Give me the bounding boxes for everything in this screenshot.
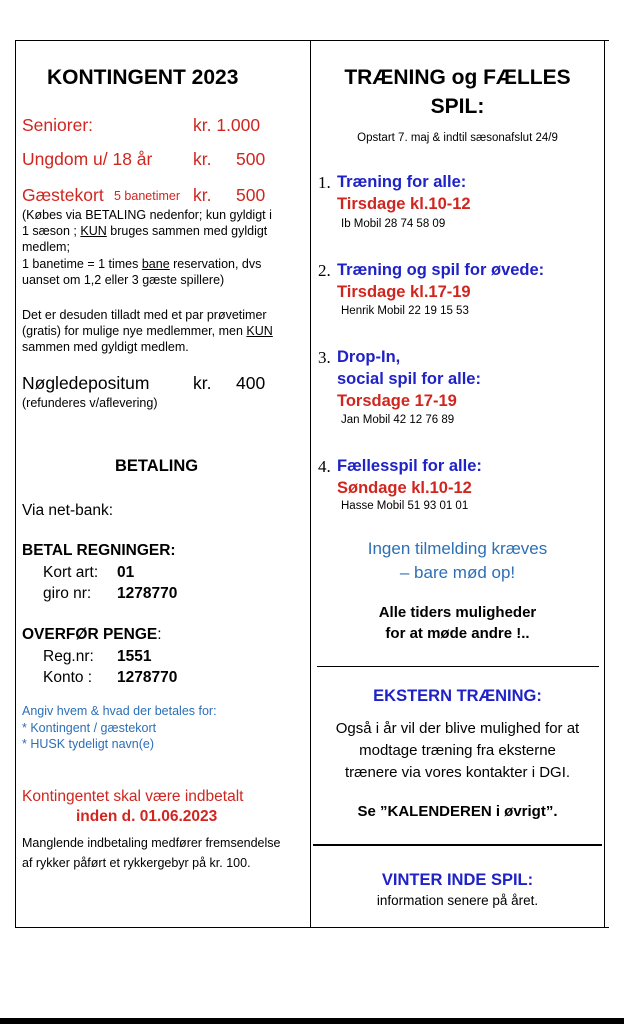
gaestekort-kr: kr. [193,185,212,205]
item-2-time: Tirsdage kl.17-19 [337,283,471,301]
konto-value: 1278770 [117,669,178,686]
ungdom-amount: 500 [236,149,266,169]
seniorer-label: Seniorer: [22,115,94,135]
ekstern-title: EKSTERN TRÆNING: [373,687,542,705]
betaling-title: BETALING [115,457,199,475]
item-1-contact: Ib Mobil 28 74 58 09 [341,218,446,230]
bottom-bar [0,1018,624,1024]
vinter-info: information senere på året. [376,893,539,908]
item-1-time: Tirsdage kl.10-12 [337,195,471,213]
konto-label: Konto : [43,669,93,686]
rykker-note-1: Manglende indbetaling medfører fremsendelse [22,836,281,850]
regninger-title: BETAL REGNINGER: [22,542,176,559]
item-4-number: 4. [318,457,331,476]
giro-label: giro nr: [43,585,92,602]
gaestekort-amount: 500 [236,185,266,205]
deadline-line-2: inden d. 01.06.2023 [76,808,218,825]
trial-note-1: Det er desuden tilladt med et par prøvetimer [22,308,267,322]
bullet-kontingent: * Kontingent / gæstekort [22,721,157,735]
opstart-note: Opstart 7. maj & indtil sæsonafslut 24/9 [357,132,558,144]
right-border [604,40,605,928]
kortart-label: Kort art: [43,564,99,581]
gaest-note-4: 1 banetime = 1 times bane reservation, dvs [22,257,262,271]
key-deposit-amount: 400 [236,373,266,393]
overfor-title: OVERFØR PENGE: [22,626,162,643]
gaestekort-label: Gæstekort [22,185,104,205]
training-title-line-2: SPIL: [430,95,485,118]
vinter-title: VINTER INDE SPIL: [381,871,534,889]
bullet-husk: * HUSK tydeligt navn(e) [22,737,155,751]
gaest-note-2: 1 sæson ; KUN bruges sammen med gyldigt [22,224,268,238]
key-deposit-kr: kr. [193,373,212,393]
item-3-title-2: social spil for alle: [337,370,481,388]
gaestekort-banetimer: 5 banetimer [114,189,181,203]
giro-value: 1278770 [117,585,178,602]
column-divider [310,40,311,928]
ekstern-line-2: modtage træning fra eksterne [359,742,556,759]
separator-1 [317,666,599,667]
ekstern-line-3: trænere via vores kontakter i DGI. [344,764,571,781]
item-4-contact: Hasse Mobil 51 93 01 01 [341,500,469,512]
item-3-contact: Jan Mobil 42 12 76 89 [341,414,455,426]
gaest-note-1: (Købes via BETALING nedenfor; kun gyldigt i [22,208,272,222]
item-2-contact: Henrik Mobil 22 19 15 53 [341,305,469,317]
alle-tiders-line-2: for at møde andre !.. [385,625,530,642]
training-title-line-1: TRÆNING og FÆLLES [344,66,571,89]
item-4-time: Søndage kl.10-12 [337,479,472,497]
item-1-number: 1. [318,173,331,192]
deadline-line-1: Kontingentet skal være indbetalt [22,788,244,805]
ingen-tilmelding-line-2: – bare mød op! [399,563,516,582]
rykker-note-2: af rykker påført et rykkergebyr på kr. 100. [22,856,251,870]
item-4-title: Fællesspil for alle: [337,457,482,475]
item-2-title: Træning og spil for øvede: [337,261,545,279]
item-3-number: 3. [318,348,331,367]
separator-2 [313,844,602,846]
item-3-time: Torsdage 17-19 [337,392,457,410]
ingen-tilmelding-line-1: Ingen tilmelding kræves [367,539,548,558]
kalender-reference: Se ”KALENDEREN i øvrigt”. [357,803,558,820]
trial-note-3: sammen med gyldigt medlem. [22,340,189,354]
alle-tiders-line-1: Alle tiders muligheder [378,604,537,621]
key-deposit-label: Nøgledepositum [22,373,150,393]
regnr-label: Reg.nr: [43,648,94,665]
kortart-value: 01 [117,564,135,581]
regnr-value: 1551 [117,648,152,665]
kontingent-title: KONTINGENT 2023 [47,66,239,89]
angiv-note: Angiv hvem & hvad der betales for: [22,704,217,718]
ungdom-kr: kr. [193,149,212,169]
trial-note-2: (gratis) for mulige nye medlemmer, men KUN [22,324,273,338]
seniorer-price: kr. 1.000 [193,115,261,135]
gaest-note-5: uanset om 1,2 eller 3 gæste spillere) [22,273,225,287]
ekstern-line-1: Også i år vil der blive mulighed for at [335,720,580,737]
key-deposit-note: (refunderes v/aflevering) [22,396,158,410]
item-2-number: 2. [318,261,331,280]
gaest-note-3: medlem; [22,240,70,254]
netbank-label: Via net-bank: [22,502,114,519]
item-3-title: Drop-In, [337,348,401,366]
ungdom-label: Ungdom u/ 18 år [22,149,153,169]
item-1-title: Træning for alle: [337,173,467,191]
